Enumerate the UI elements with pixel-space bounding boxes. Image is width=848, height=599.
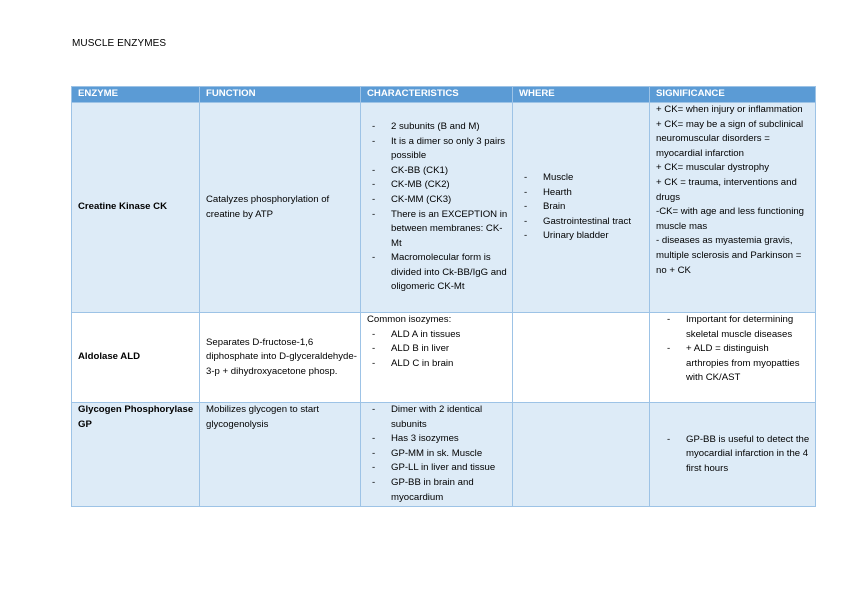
significance-cell xyxy=(650,403,816,507)
header-characteristics: CHARACTERISTICS xyxy=(361,87,513,103)
list-item: - There is an EXCEPTION in between membranes: CK-Mt xyxy=(367,208,510,252)
list-item: - Gastrointestinal tract xyxy=(519,215,647,230)
function-cell: Separates D-fructose-1,6 diphosphate into D-glyceraldehyde-3-p + dihydroxyacetone phosp. xyxy=(200,313,361,403)
where-cell xyxy=(513,103,650,313)
table-header-row xyxy=(72,87,816,103)
significance-cell xyxy=(650,103,816,313)
list-item: - CK-MM (CK3) xyxy=(367,193,510,208)
list-item: - Urinary bladder xyxy=(519,229,647,244)
list-item: - GP-LL in liver and tissue xyxy=(367,461,510,476)
list-item: - + ALD = distinguish arthropies from myopatties with CK/AST xyxy=(656,342,813,386)
where-cell xyxy=(513,313,650,403)
significance-paragraph: + CK = trauma, interventions and drugs xyxy=(656,176,797,203)
significance-cell xyxy=(650,313,816,403)
list-item: - Important for determining skeletal muscle diseases xyxy=(656,313,813,342)
table-body xyxy=(72,103,816,507)
header-significance: SIGNIFICANCE xyxy=(650,87,816,103)
characteristics-list xyxy=(367,120,510,295)
significance-list xyxy=(656,433,813,477)
header-enzyme: ENZYME xyxy=(72,87,200,103)
characteristics-list xyxy=(367,328,510,372)
characteristics-cell xyxy=(361,403,513,507)
list-item: - Macromolecular form is divided into Ck-BB/IgG and oligomeric CK-Mt xyxy=(367,251,510,295)
where-cell xyxy=(513,403,650,507)
characteristics-cell xyxy=(361,313,513,403)
list-item: - ALD C in brain xyxy=(367,357,510,372)
list-item: - GP-BB in brain and myocardium xyxy=(367,476,510,505)
list-item: - Has 3 isozymes xyxy=(367,432,510,447)
list-item: - CK-MB (CK2) xyxy=(367,178,510,193)
list-item: - 2 subunits (B and M) xyxy=(367,120,510,135)
significance-paragraph: + CK= when injury or inflammation xyxy=(656,104,803,115)
list-item: - ALD B in liver xyxy=(367,342,510,357)
enzyme-cell: Glycogen Phosphorylase GP xyxy=(72,403,200,507)
list-item: - CK-BB (CK1) xyxy=(367,164,510,179)
significance-paragraph: - diseases as myastemia gravis, multiple sclerosis and Parkinson = no + CK xyxy=(656,235,802,276)
significance-paragraph: -CK= with age and less functioning muscle mas xyxy=(656,206,804,232)
function-cell: Mobilizes glycogen to start glycogenolysis xyxy=(200,403,361,507)
list-item: - GP-MM in sk. Muscle xyxy=(367,447,510,462)
enzyme-cell: Aldolase ALD xyxy=(72,313,200,403)
header-function: FUNCTION xyxy=(200,87,361,103)
document-title: MUSCLE ENZYMES xyxy=(72,38,167,49)
where-list xyxy=(519,171,647,244)
significance-paragraph: + CK= may be a sign of subclinical neuromuscular disorders = myocardial infarction xyxy=(656,118,804,159)
list-item: - Dimer with 2 identical subunits xyxy=(367,403,510,432)
header-where: WHERE xyxy=(513,87,650,103)
significance-paragraph: + CK= muscular dystrophy xyxy=(656,162,770,174)
table-row xyxy=(72,313,816,403)
characteristics-cell xyxy=(361,103,513,313)
list-item: - Muscle xyxy=(519,171,647,186)
list-item: - It is a dimer so only 3 pairs possible xyxy=(367,135,510,164)
muscle-enzymes-table xyxy=(71,86,816,507)
list-item: - GP-BB is useful to detect the myocardial infarction in the 4 first hours xyxy=(656,433,813,477)
enzyme-cell: Creatine Kinase CK xyxy=(72,103,200,313)
table-row xyxy=(72,403,816,507)
list-item: - ALD A in tissues xyxy=(367,328,510,343)
list-item: - Brain xyxy=(519,200,647,215)
list-item: - Hearth xyxy=(519,186,647,201)
characteristics-intro: Common isozymes: xyxy=(367,314,452,325)
significance-list xyxy=(656,313,813,386)
characteristics-list xyxy=(367,403,510,505)
function-cell: Catalyzes phosphorylation of creatine by ATP xyxy=(200,103,361,313)
table-row xyxy=(72,103,816,313)
